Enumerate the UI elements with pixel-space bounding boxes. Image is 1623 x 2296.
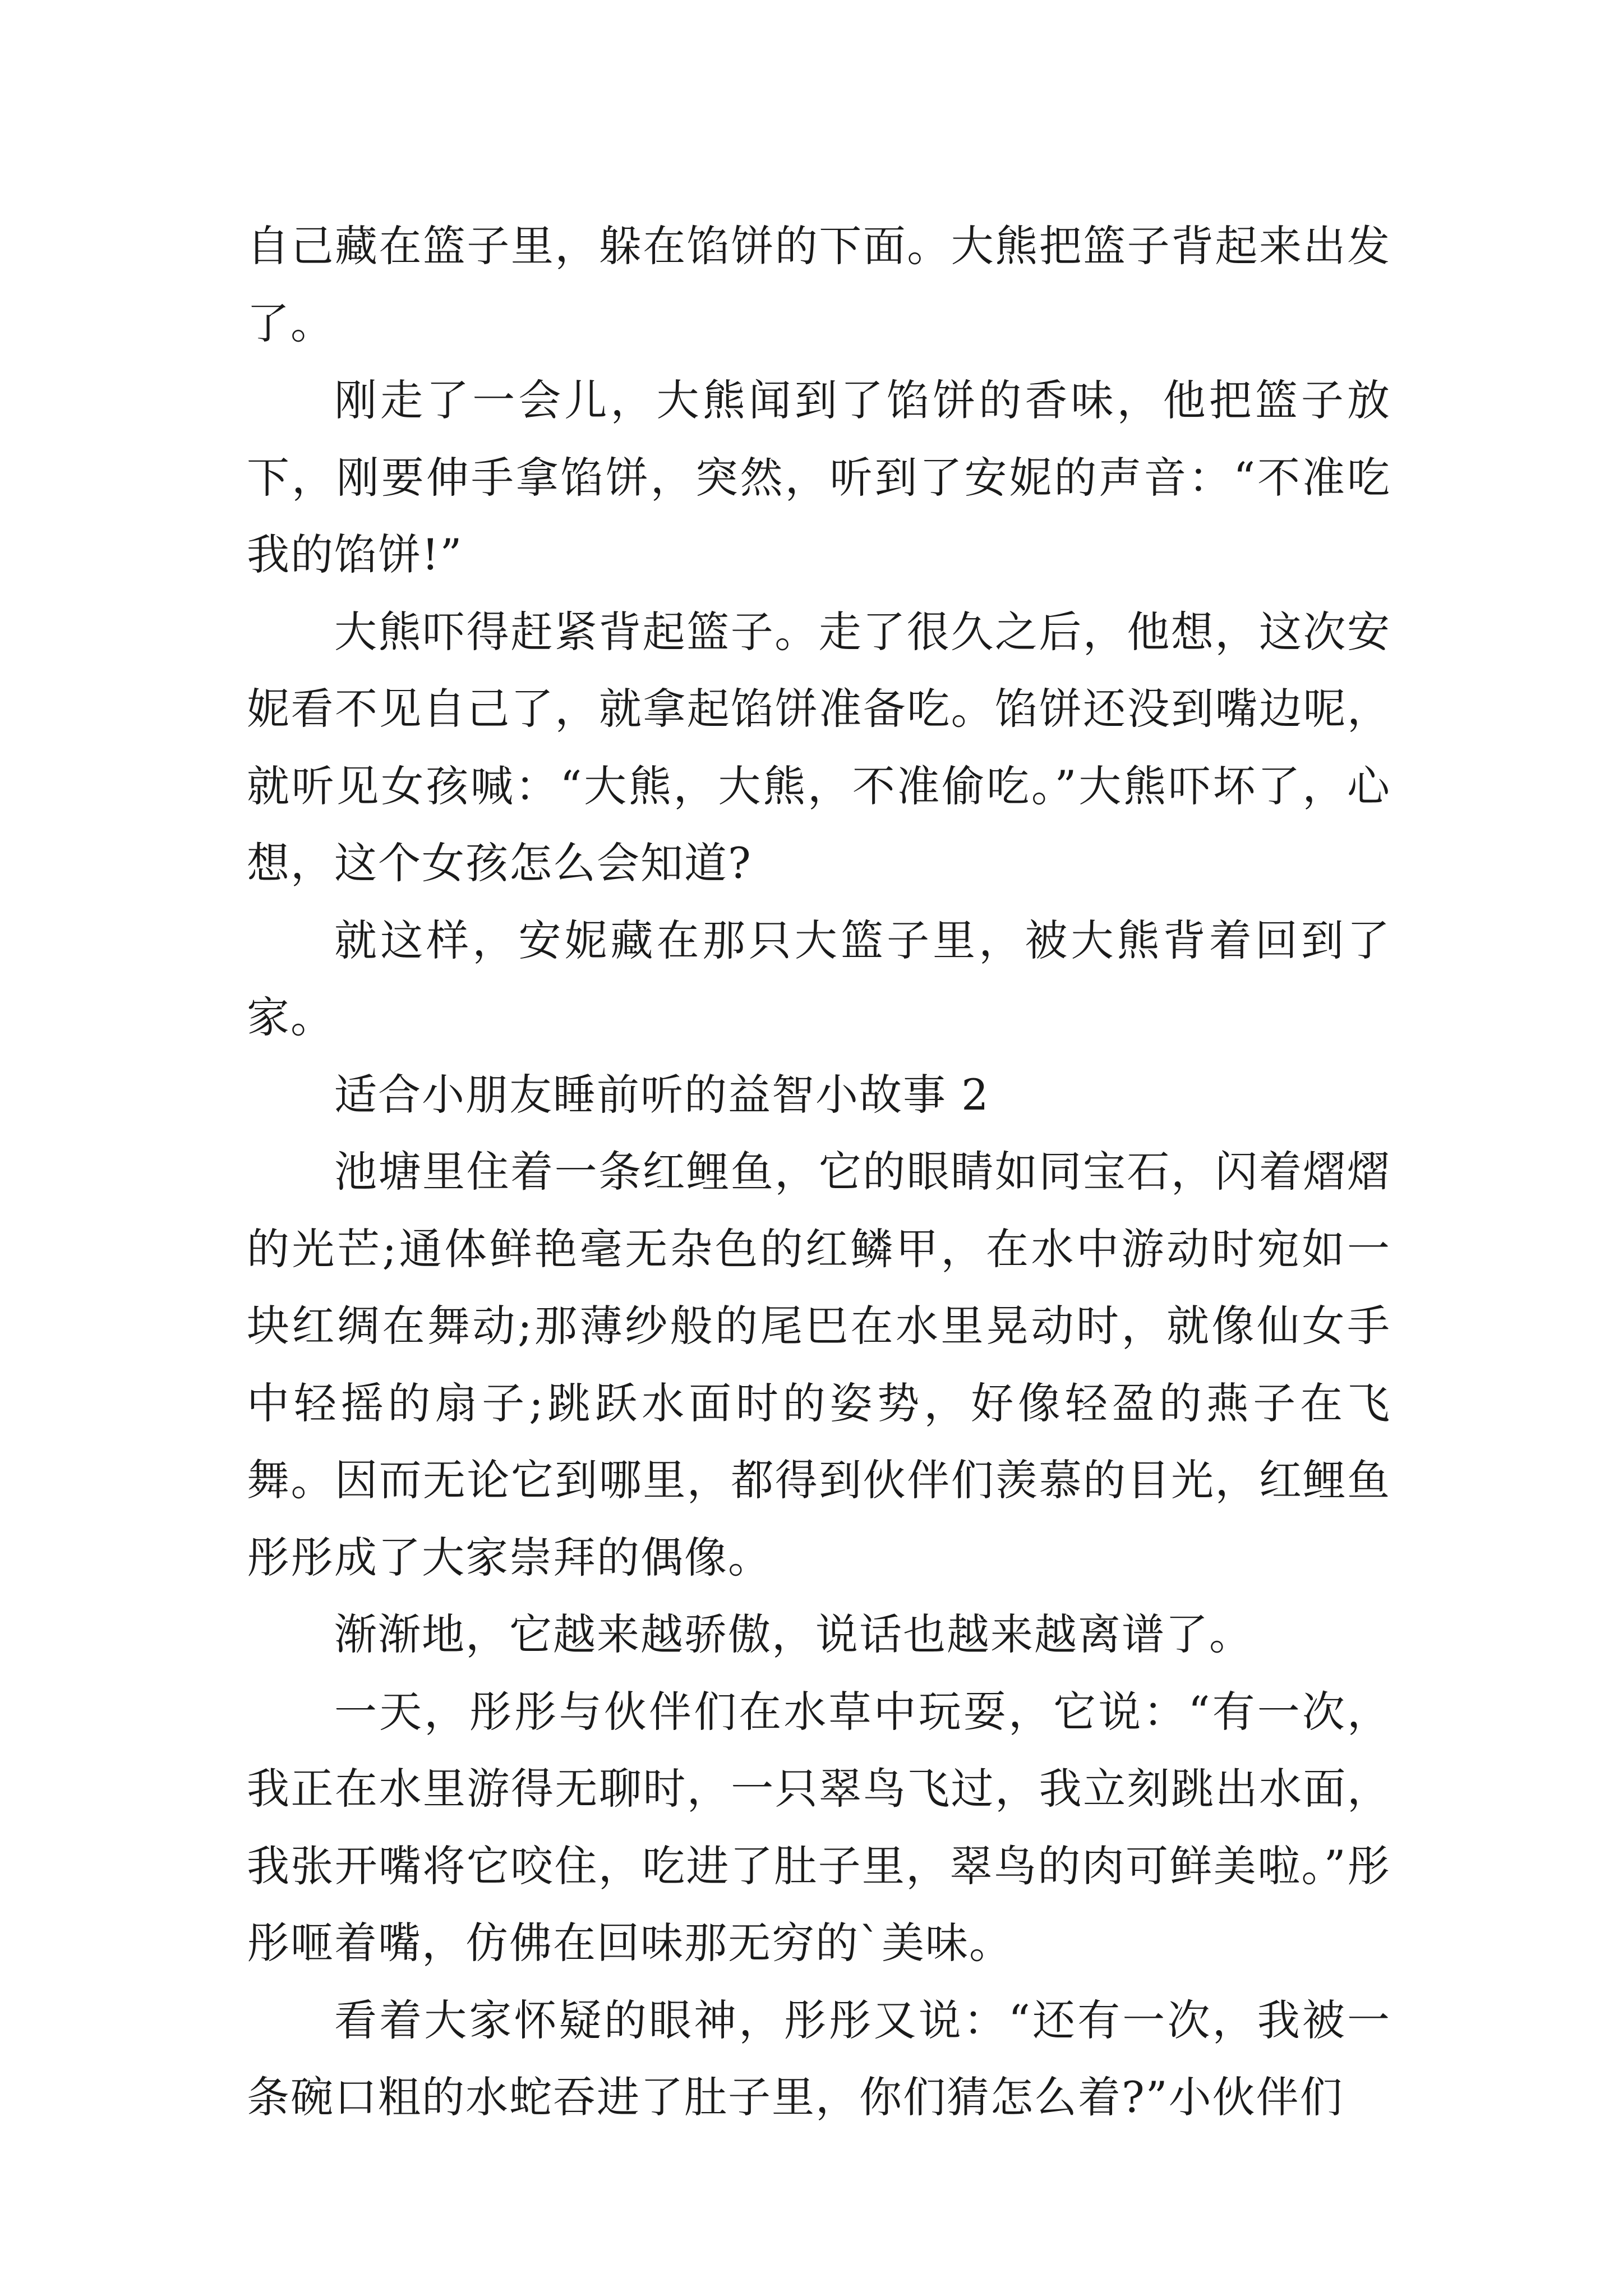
paragraph: 看着大家怀疑的眼神，彤彤又说：“还有一次，我被一条碗口粗的水蛇吞进了肚子里，你们猜怎么着?”小伙伴们 <box>247 1995 1391 2122</box>
paragraph: 池塘里住着一条红鲤鱼，它的眼睛如同宝石，闪着熠熠的光芒;通体鲜艳毫无杂色的红鳞甲，在水中游动时宛如一块红绸在舞动;那薄纱般的尾巴在水里晃动时，就像仙女手中轻摇的扇子;跳跃水面时的姿势，好像轻盈的燕子在飞舞。因而无论它到哪里，都得到伙伴们羡慕的目光，红鲤鱼彤彤成了大家崇拜的偶像。 <box>247 1147 1391 1582</box>
paragraph: 自己藏在篮子里，躲在馅饼的下面。大熊把篮子背起来出发了。 <box>247 221 1391 348</box>
paragraph: 就这样，安妮藏在那只大篮子里，被大熊背着回到了家。 <box>247 915 1391 1042</box>
story-text <box>247 208 1391 2136</box>
paragraph: 一天，彤彤与伙伴们在水草中玩耍，它说：“有一次，我正在水里游得无聊时，一只翠鸟飞过，我立刻跳出水面，我张开嘴将它咬住，吃进了肚子里，翠鸟的肉可鲜美啦。”彤彤咂着嘴，仿佛在回味那无穷的`美味。 <box>247 1686 1391 1968</box>
paragraph: 刚走了一会儿，大熊闻到了馅饼的香味，他把篮子放下，刚要伸手拿馅饼，突然，听到了安妮的声音：“不准吃我的馅饼!” <box>247 375 1391 579</box>
section-heading: 适合小朋友睡前听的益智小故事 2 <box>334 1069 990 1120</box>
paragraph: 大熊吓得赶紧背起篮子。走了很久之后，他想，这次安妮看不见自己了，就拿起馅饼准备吃。馅饼还没到嘴边呢，就听见女孩喊：“大熊，大熊，不准偷吃。”大熊吓坏了，心想，这个女孩怎么会知道? <box>247 606 1391 888</box>
paragraph: 渐渐地，它越来越骄傲，说话也越来越离谱了。 <box>334 1609 1253 1659</box>
